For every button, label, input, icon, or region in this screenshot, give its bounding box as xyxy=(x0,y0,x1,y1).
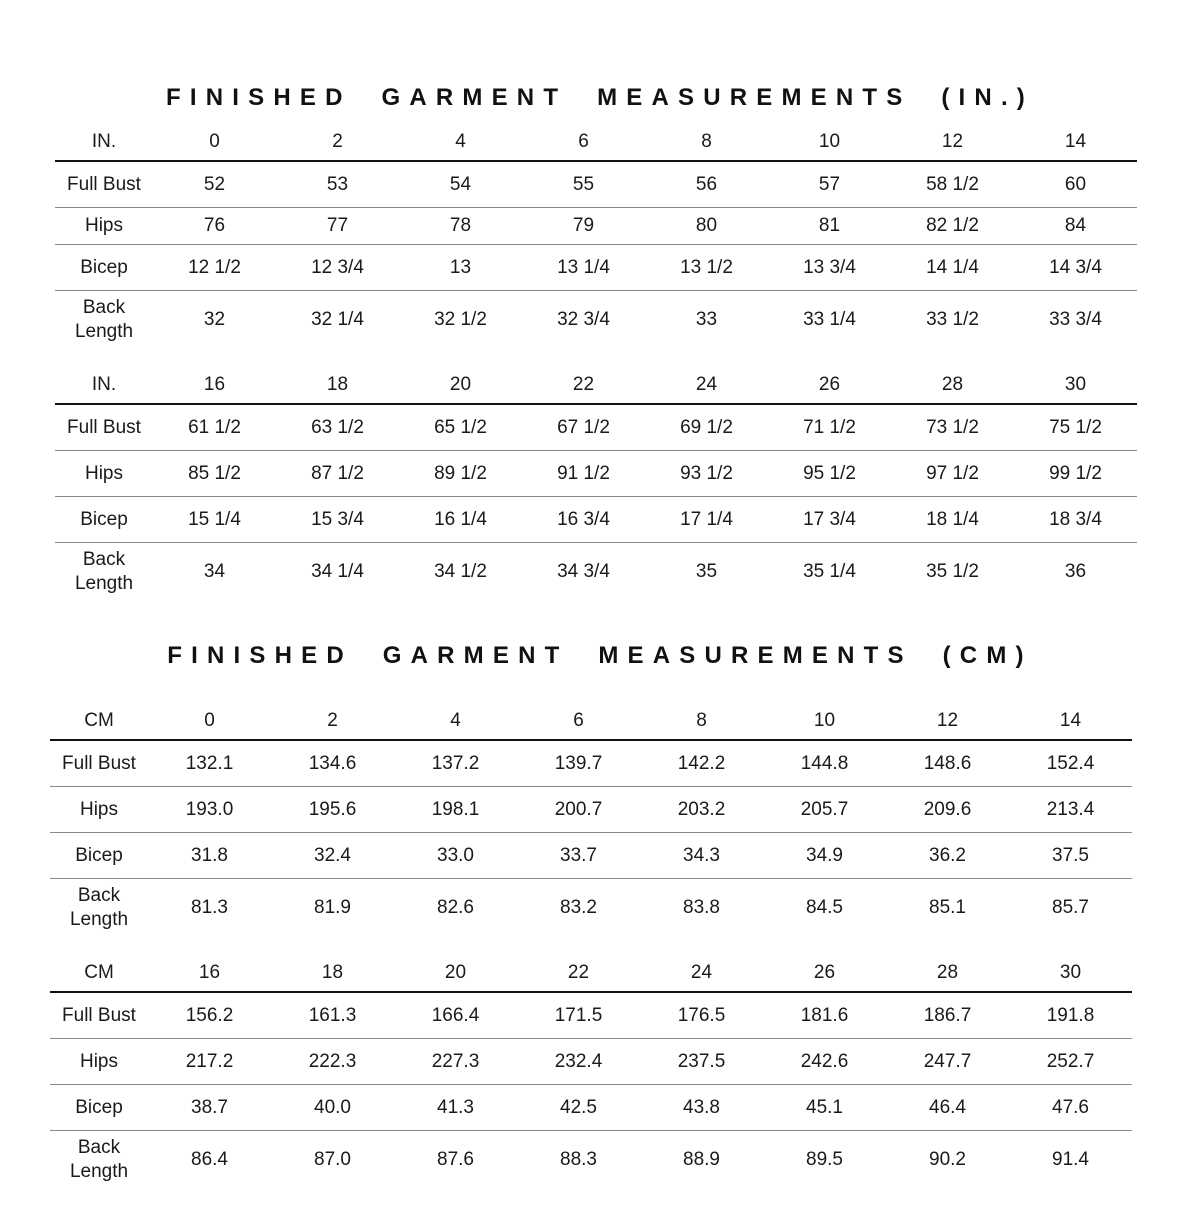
measurement-cell: 76 xyxy=(153,208,276,245)
measurement-cell: 34 3/4 xyxy=(557,561,610,582)
table-row xyxy=(50,992,1132,1039)
measurement-cell: 32 1/4 xyxy=(311,309,364,330)
table-row xyxy=(55,245,1137,291)
measurement-cell: 16 3/4 xyxy=(522,497,645,543)
measurement-cell: 46.4 xyxy=(886,1085,1009,1131)
size-header: 20 xyxy=(399,373,522,404)
measurement-cell: 156.2 xyxy=(148,992,271,1039)
table-row xyxy=(55,404,1137,451)
table-cm-sizes-16-30 xyxy=(50,961,1132,1189)
measurement-cell: 41.3 xyxy=(394,1085,517,1131)
size-header: 30 xyxy=(1014,373,1137,404)
measurement-cell: 32 3/4 xyxy=(557,309,610,330)
measurement-cell: 15 3/4 xyxy=(276,497,399,543)
measurement-cell: 61 1/2 xyxy=(153,404,276,451)
measurement-cell: 217.2 xyxy=(148,1039,271,1085)
table-row xyxy=(55,497,1137,543)
measurement-cell: 33 1/4 xyxy=(803,309,856,330)
size-header: 14 xyxy=(1009,709,1132,740)
table-row xyxy=(55,291,1137,350)
row-label: Bicep xyxy=(50,833,148,879)
measurement-cell: 14 3/4 xyxy=(1014,245,1137,291)
table-row xyxy=(50,1131,1132,1190)
measurement-cell: 33.0 xyxy=(394,833,517,879)
measurement-cell: 35 1/2 xyxy=(926,561,979,582)
size-header: 26 xyxy=(763,961,886,992)
measurement-cell: 166.4 xyxy=(394,992,517,1039)
size-header: 24 xyxy=(640,961,763,992)
measurement-cell: 171.5 xyxy=(517,992,640,1039)
measurement-cell: 85.7 xyxy=(1052,897,1089,918)
size-header: 16 xyxy=(153,373,276,404)
measurement-cell: 88.3 xyxy=(560,1149,597,1170)
measurement-cell: 91.4 xyxy=(1052,1149,1089,1170)
measurement-cell: 139.7 xyxy=(517,740,640,787)
size-header: 0 xyxy=(148,709,271,740)
row-label: Full Bust xyxy=(55,161,153,208)
measurement-cell: 85.1 xyxy=(929,897,966,918)
measurement-cell: 34 1/4 xyxy=(311,561,364,582)
measurement-cell: 82.6 xyxy=(437,897,474,918)
measurement-cell: 209.6 xyxy=(886,787,1009,833)
measurement-cell: 237.5 xyxy=(640,1039,763,1085)
section-title-inches: FINISHED GARMENT MEASUREMENTS (IN.) xyxy=(166,84,1034,111)
measurement-cell: 47.6 xyxy=(1009,1085,1132,1131)
row-label: Full Bust xyxy=(50,740,148,787)
measurement-cell: 58 1/2 xyxy=(891,161,1014,208)
measurement-cell: 93 1/2 xyxy=(645,451,768,497)
unit-label: CM xyxy=(50,961,148,992)
table-inches-sizes-0-14 xyxy=(55,130,1137,349)
table-row xyxy=(50,740,1132,787)
measurement-cell: 67 1/2 xyxy=(522,404,645,451)
measurement-cell: 16 1/4 xyxy=(399,497,522,543)
measurement-cell: 77 xyxy=(276,208,399,245)
row-label: Back Length xyxy=(74,549,134,594)
measurement-cell: 40.0 xyxy=(271,1085,394,1131)
measurement-cell: 12 1/2 xyxy=(153,245,276,291)
measurement-cell: 78 xyxy=(399,208,522,245)
table-row xyxy=(50,879,1132,938)
measurement-cell: 142.2 xyxy=(640,740,763,787)
measurement-cell: 43.8 xyxy=(640,1085,763,1131)
measurement-cell: 86.4 xyxy=(191,1149,228,1170)
measurement-cell: 38.7 xyxy=(148,1085,271,1131)
measurement-cell: 222.3 xyxy=(271,1039,394,1085)
row-label: Hips xyxy=(55,208,153,245)
size-header: 14 xyxy=(1014,130,1137,161)
measurement-cell: 13 1/2 xyxy=(645,245,768,291)
measurement-cell: 99 1/2 xyxy=(1014,451,1137,497)
measurement-cell: 89 1/2 xyxy=(399,451,522,497)
size-header: 16 xyxy=(148,961,271,992)
row-label: Back Length xyxy=(69,885,129,930)
table-row xyxy=(50,833,1132,879)
measurement-cell: 87.6 xyxy=(437,1149,474,1170)
measurement-cell: 32.4 xyxy=(271,833,394,879)
measurement-cell: 13 xyxy=(399,245,522,291)
size-header: 12 xyxy=(886,709,1009,740)
table-row xyxy=(55,543,1137,602)
measurement-cell: 42.5 xyxy=(517,1085,640,1131)
measurement-cell: 81 xyxy=(768,208,891,245)
table-row xyxy=(50,1085,1132,1131)
size-header: 28 xyxy=(886,961,1009,992)
measurement-cell: 176.5 xyxy=(640,992,763,1039)
table-row xyxy=(55,451,1137,497)
measurement-cell: 32 xyxy=(203,309,226,330)
measurement-cell: 34 1/2 xyxy=(434,561,487,582)
measurement-cell: 80 xyxy=(645,208,768,245)
measurement-cell: 95 1/2 xyxy=(768,451,891,497)
header-row xyxy=(55,373,1137,404)
measurement-cell: 144.8 xyxy=(763,740,886,787)
measurement-cell: 82 1/2 xyxy=(891,208,1014,245)
measurement-cell: 17 3/4 xyxy=(768,497,891,543)
table-cm-sizes-0-14 xyxy=(50,709,1132,937)
measurement-cell: 33.7 xyxy=(517,833,640,879)
measurement-cell: 191.8 xyxy=(1009,992,1132,1039)
size-header: 10 xyxy=(768,130,891,161)
measurement-cell: 14 1/4 xyxy=(891,245,1014,291)
row-label: Hips xyxy=(55,451,153,497)
measurement-cell: 32 1/2 xyxy=(434,309,487,330)
header-row xyxy=(55,130,1137,161)
size-header: 18 xyxy=(276,373,399,404)
measurement-cell: 12 3/4 xyxy=(276,245,399,291)
row-label: Full Bust xyxy=(55,404,153,451)
row-label: Back Length xyxy=(74,297,134,342)
row-label: Hips xyxy=(50,1039,148,1085)
measurement-cell: 15 1/4 xyxy=(153,497,276,543)
size-header: 10 xyxy=(763,709,886,740)
measurement-cell: 134.6 xyxy=(271,740,394,787)
measurement-cell: 91 1/2 xyxy=(522,451,645,497)
measurement-cell: 88.9 xyxy=(683,1149,720,1170)
measurement-cell: 75 1/2 xyxy=(1014,404,1137,451)
measurement-cell: 252.7 xyxy=(1009,1039,1132,1085)
measurement-cell: 34.9 xyxy=(763,833,886,879)
measurement-cell: 55 xyxy=(522,161,645,208)
size-header: 6 xyxy=(522,130,645,161)
measurement-cell: 232.4 xyxy=(517,1039,640,1085)
size-header: 18 xyxy=(271,961,394,992)
unit-label: CM xyxy=(50,709,148,740)
unit-label: IN. xyxy=(55,373,153,404)
measurement-cell: 18 1/4 xyxy=(891,497,1014,543)
measurement-cell: 148.6 xyxy=(886,740,1009,787)
measurement-cell: 205.7 xyxy=(763,787,886,833)
header-row xyxy=(50,709,1132,740)
measurement-cell: 152.4 xyxy=(1009,740,1132,787)
measurement-cell: 63 1/2 xyxy=(276,404,399,451)
measurement-cell: 186.7 xyxy=(886,992,1009,1039)
measurement-cell: 87 1/2 xyxy=(276,451,399,497)
section-title-cm: FINISHED GARMENT MEASUREMENTS (CM) xyxy=(167,642,1033,669)
table-row xyxy=(55,208,1137,245)
size-header: 22 xyxy=(517,961,640,992)
measurement-cell: 198.1 xyxy=(394,787,517,833)
measurement-cell: 36 xyxy=(1064,561,1087,582)
row-label: Back Length xyxy=(69,1137,129,1182)
measurement-cell: 84 xyxy=(1014,208,1137,245)
measurement-cell: 45.1 xyxy=(763,1085,886,1131)
measurement-cell: 193.0 xyxy=(148,787,271,833)
size-header: 22 xyxy=(522,373,645,404)
measurement-cell: 89.5 xyxy=(806,1149,843,1170)
measurement-cell: 52 xyxy=(153,161,276,208)
measurement-cell: 33 1/2 xyxy=(926,309,979,330)
unit-label: IN. xyxy=(55,130,153,161)
measurement-cell: 83.8 xyxy=(683,897,720,918)
size-header: 24 xyxy=(645,373,768,404)
size-header: 2 xyxy=(271,709,394,740)
measurement-cell: 79 xyxy=(522,208,645,245)
measurement-cell: 83.2 xyxy=(560,897,597,918)
row-label: Bicep xyxy=(50,1085,148,1131)
measurement-cell: 33 xyxy=(695,309,718,330)
measurement-cell: 84.5 xyxy=(806,897,843,918)
measurement-cell: 200.7 xyxy=(517,787,640,833)
table-row xyxy=(50,1039,1132,1085)
measurement-cell: 161.3 xyxy=(271,992,394,1039)
table-row xyxy=(55,161,1137,208)
table-inches-sizes-16-30 xyxy=(55,373,1137,601)
measurement-cell: 13 3/4 xyxy=(768,245,891,291)
measurement-cell: 132.1 xyxy=(148,740,271,787)
measurement-cell: 247.7 xyxy=(886,1039,1009,1085)
measurement-cell: 34 xyxy=(203,561,226,582)
measurement-cell: 71 1/2 xyxy=(768,404,891,451)
measurement-cell: 56 xyxy=(645,161,768,208)
measurement-cell: 213.4 xyxy=(1009,787,1132,833)
measurement-cell: 17 1/4 xyxy=(645,497,768,543)
size-header: 12 xyxy=(891,130,1014,161)
measurement-cell: 36.2 xyxy=(886,833,1009,879)
row-label: Bicep xyxy=(55,245,153,291)
measurement-cell: 203.2 xyxy=(640,787,763,833)
measurement-cell: 85 1/2 xyxy=(153,451,276,497)
size-header: 8 xyxy=(640,709,763,740)
size-header: 20 xyxy=(394,961,517,992)
row-label: Hips xyxy=(50,787,148,833)
row-label: Full Bust xyxy=(50,992,148,1039)
size-header: 4 xyxy=(394,709,517,740)
size-header: 28 xyxy=(891,373,1014,404)
measurement-cell: 97 1/2 xyxy=(891,451,1014,497)
measurement-cell: 35 xyxy=(695,561,718,582)
measurement-cell: 60 xyxy=(1014,161,1137,208)
measurement-cell: 37.5 xyxy=(1009,833,1132,879)
measurement-cell: 33 3/4 xyxy=(1049,309,1102,330)
measurement-cell: 87.0 xyxy=(314,1149,351,1170)
size-header: 30 xyxy=(1009,961,1132,992)
measurement-cell: 57 xyxy=(768,161,891,208)
size-header: 6 xyxy=(517,709,640,740)
measurement-cell: 195.6 xyxy=(271,787,394,833)
measurement-cell: 35 1/4 xyxy=(803,561,856,582)
header-row xyxy=(50,961,1132,992)
measurement-cell: 81.9 xyxy=(314,897,351,918)
measurement-cell: 81.3 xyxy=(191,897,228,918)
measurement-cell: 18 3/4 xyxy=(1014,497,1137,543)
measurement-cell: 31.8 xyxy=(148,833,271,879)
measurement-cell: 73 1/2 xyxy=(891,404,1014,451)
measurement-cell: 69 1/2 xyxy=(645,404,768,451)
table-row xyxy=(50,787,1132,833)
measurement-cell: 181.6 xyxy=(763,992,886,1039)
measurement-cell: 13 1/4 xyxy=(522,245,645,291)
size-header: 2 xyxy=(276,130,399,161)
measurement-cell: 242.6 xyxy=(763,1039,886,1085)
measurement-cell: 54 xyxy=(399,161,522,208)
measurement-cell: 34.3 xyxy=(640,833,763,879)
measurement-cell: 227.3 xyxy=(394,1039,517,1085)
row-label: Bicep xyxy=(55,497,153,543)
measurement-cell: 65 1/2 xyxy=(399,404,522,451)
size-header: 0 xyxy=(153,130,276,161)
measurement-cell: 137.2 xyxy=(394,740,517,787)
size-header: 8 xyxy=(645,130,768,161)
size-header: 4 xyxy=(399,130,522,161)
size-header: 26 xyxy=(768,373,891,404)
measurement-cell: 90.2 xyxy=(929,1149,966,1170)
measurement-cell: 53 xyxy=(276,161,399,208)
